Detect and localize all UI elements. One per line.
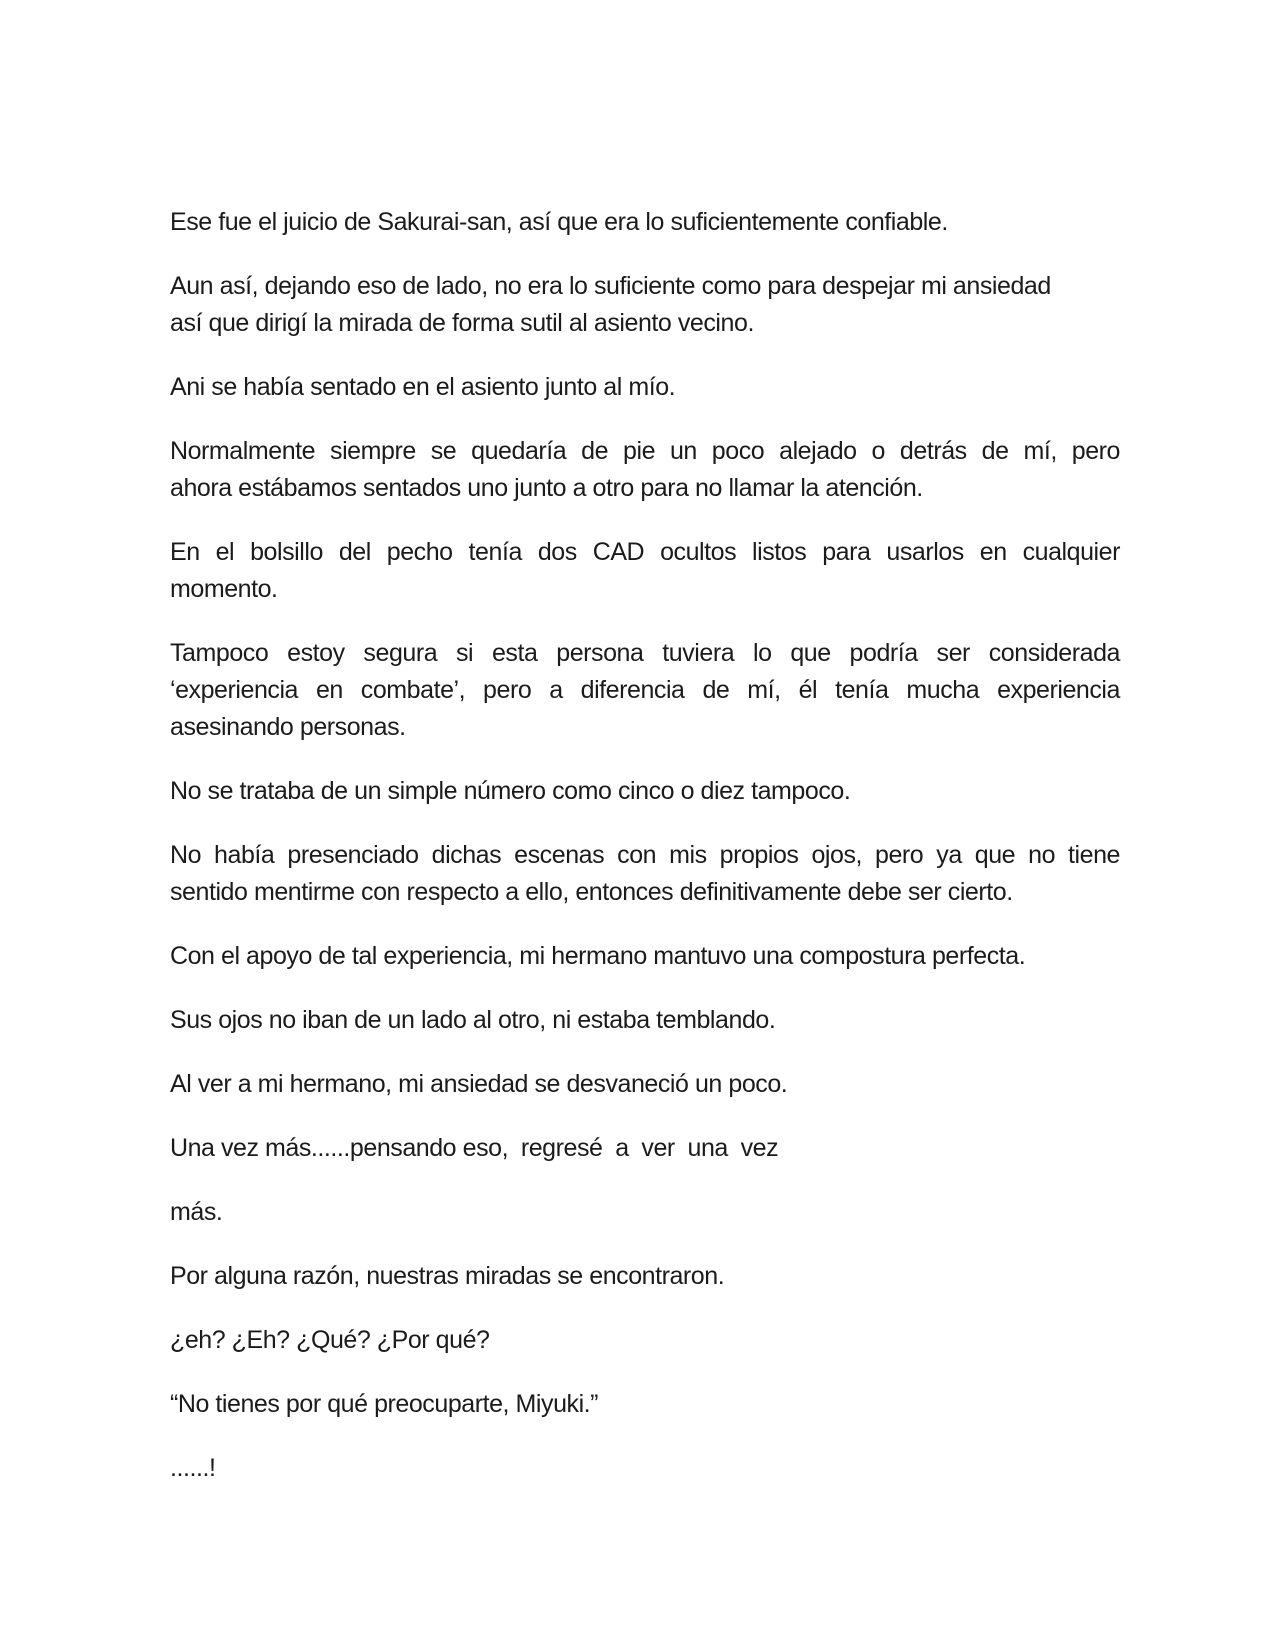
paragraph bbox=[170, 773, 1120, 810]
paragraph bbox=[170, 938, 1120, 975]
text-line: Aun así, dejando eso de lado, no era lo suficiente como para despejar mi ansiedad bbox=[170, 272, 1051, 300]
text-line: ......! bbox=[170, 1454, 216, 1482]
paragraph bbox=[170, 268, 1120, 342]
text-line: ¿eh? ¿Eh? ¿Qué? ¿Por qué? bbox=[170, 1326, 490, 1354]
text-line: Al ver a mi hermano, mi ansiedad se desvaneció un poco. bbox=[170, 1070, 788, 1098]
text-line: “No tienes por qué preocuparte, Miyuki.” bbox=[170, 1390, 599, 1418]
text-line: momento. bbox=[170, 575, 278, 603]
paragraph bbox=[170, 369, 1120, 406]
text-run: Una vez más......pensando bbox=[170, 1134, 463, 1162]
paragraph bbox=[170, 635, 1120, 746]
text-line: Sus ojos no iban de un lado al otro, ni estaba temblando. bbox=[170, 1006, 776, 1034]
text-line: Por alguna razón, nuestras miradas se encontraron. bbox=[170, 1262, 725, 1290]
paragraph bbox=[170, 433, 1120, 507]
text-line: No había presenciado dichas escenas con mis propios ojos, pero ya que no tiene bbox=[170, 841, 1120, 869]
paragraph bbox=[170, 1194, 1120, 1231]
paragraph bbox=[170, 1450, 1120, 1487]
text-line: ahora estábamos sentados uno junto a otro para no llamar la atención. bbox=[170, 474, 923, 502]
paragraph bbox=[170, 1066, 1120, 1103]
paragraph bbox=[170, 837, 1120, 911]
paragraph bbox=[170, 1322, 1120, 1359]
text-line: No se trataba de un simple número como cinco o diez tampoco. bbox=[170, 777, 851, 805]
text-line: asesinando personas. bbox=[170, 713, 406, 741]
paragraph bbox=[170, 1386, 1120, 1423]
text-line bbox=[170, 1130, 1120, 1167]
text-line: Normalmente siempre se quedaría de pie un poco alejado o detrás de mí, pero bbox=[170, 437, 1120, 465]
paragraph bbox=[170, 1130, 1120, 1167]
paragraph bbox=[170, 1258, 1120, 1295]
text-line: Con el apoyo de tal experiencia, mi hermano mantuvo una compostura perfecta. bbox=[170, 942, 1026, 970]
text-line: Ese fue el juicio de Sakurai-san, así que era lo suficientemente confiable. bbox=[170, 208, 948, 236]
text-line: así que dirigí la mirada de forma sutil al asiento vecino. bbox=[170, 309, 754, 337]
text-line: ‘experiencia en combate’, pero a diferencia de mí, él tenía mucha experiencia bbox=[170, 676, 1120, 704]
text-line: Tampoco estoy segura si esta persona tuviera lo que podría ser considerada bbox=[170, 639, 1120, 667]
paragraph bbox=[170, 534, 1120, 608]
text-line: más. bbox=[170, 1198, 223, 1226]
paragraph bbox=[170, 1002, 1120, 1039]
text-line: Ani se había sentado en el asiento junto al mío. bbox=[170, 373, 676, 401]
text-run-expanded-spacing: eso, regresé a ver una vez bbox=[462, 1134, 779, 1162]
text-line: En el bolsillo del pecho tenía dos CAD ocultos listos para usarlos en cualquier bbox=[170, 538, 1120, 566]
paragraph bbox=[170, 204, 1120, 241]
text-line: sentido mentirme con respecto a ello, entonces definitivamente debe ser cierto. bbox=[170, 878, 1013, 906]
